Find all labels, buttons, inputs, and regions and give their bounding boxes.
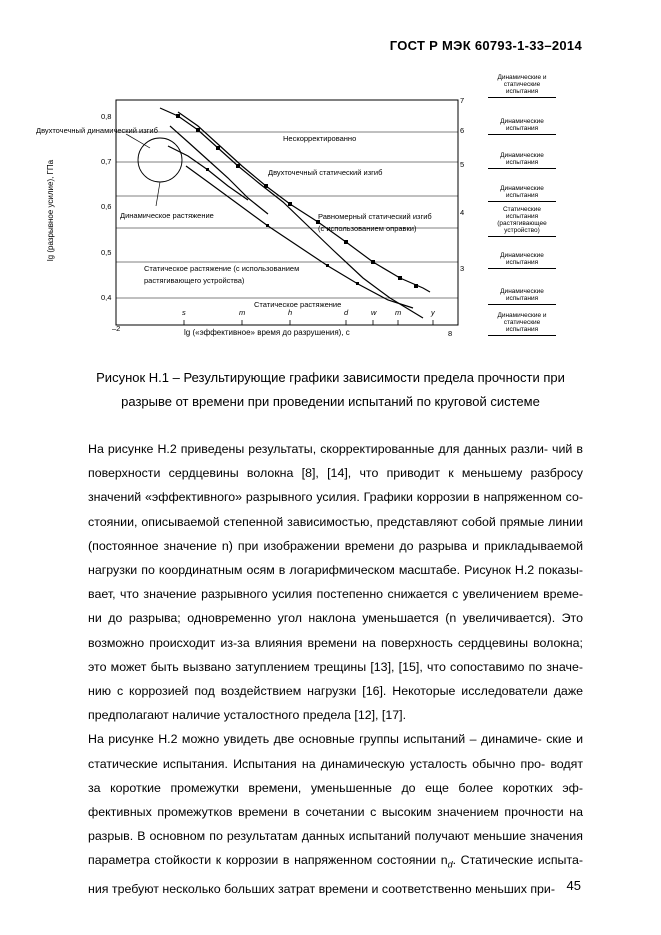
legend-item: Динамические испытания <box>488 152 556 170</box>
y-axis-label: lg (разрывное усилие), ГПа <box>46 159 56 262</box>
y-tick-left: 0,5 <box>101 248 112 257</box>
legend-item: Статические испытания (растягивающее устройство) <box>488 206 556 238</box>
legend-item: Динамические испытания <box>488 288 556 306</box>
body-text <box>88 437 583 901</box>
y-tick-left: 0,8 <box>101 112 112 121</box>
annotation-uniform-static-bend: Равномерный статический изгиб <box>318 212 432 221</box>
y-tick-left: 0,4 <box>101 293 112 302</box>
annotation-static-tension-device-note: растягивающего устройства) <box>144 276 245 285</box>
legend-item: Динамические испытания <box>488 185 556 203</box>
time-mark: w <box>371 308 377 317</box>
time-mark: m <box>239 308 246 317</box>
time-mark: d <box>344 308 349 317</box>
paragraph: На рисунке Н.2 приведены результаты, скорректированные для данных разли- чий в поверхности сердцевины волокна [8], [14], что приводит к меньшему разбросу значений «эффективного» разрывного усилия. Графики коррозии в напряженном со- стоянии, описываемой степенной зависимостью, представляют собой прямые линии (постоянное значение n) при изображении времени до разрыва и прикладываемой нагрузки по координатным осям в логарифмическом масштабе. Рисунок Н.2 показы- вает, что значение разрывного усилия постепенно снижается с увеличением време- ни до разрыва; одновременно угол наклона уменьшается (n увеличивается). Это возможно происходит из-за влияния времени на поверхность сердцевины волокна; это может быть вызвано затуплением трещины [13], [15], что сопоставимо по значе- нию с коррозией под воздействием нагрузки [16]. Некоторые исследователи даже предполагают наличие усталостного предела [12], [17]. <box>88 442 583 723</box>
y-tick-right: 4 <box>460 208 465 217</box>
figure-caption <box>40 366 621 414</box>
legend-item: Динамические и статические испытания <box>488 312 556 337</box>
annotation-static-tension-device: Статическое растяжение (с использованием <box>144 264 300 273</box>
caption-line: разрыве от времени при проведении испытаний по круговой системе <box>121 394 540 409</box>
figure-h1 <box>28 86 528 356</box>
x-tick-end: 8 <box>448 329 453 338</box>
y-tick-right: 5 <box>460 160 465 169</box>
y-tick-left: 0,6 <box>101 202 112 211</box>
y-tick-right: 3 <box>460 264 465 273</box>
paragraph: На рисунке Н.2 можно увидеть две основные группы испытаний – динамиче- ские и статические испытания. Испытания на динамическую усталость обычно про- водят за короткие промежутки времени, уменьшенные до еще более коротких эф- фективных промежутков времени в сочетании с высоким значением прочности на разрыв. В основном по результатам данных испытаний получают меньшие значения параметра стойкости к коррозии в напряженном состоянии $n_d$. Статические испыта- ния требуют несколько больших затрат времени и соответственно меньших при- <box>88 732 583 897</box>
annotation-uniform-static-bend-note: (с использованием оправки) <box>318 224 417 233</box>
annotation-static-tension: Статическое растяжение <box>254 300 342 309</box>
annotation-dynamic-tension: Динамическое растяжение <box>120 211 214 220</box>
legend-item: Динамические испытания <box>488 252 556 270</box>
legend-item: Динамические испытания <box>488 118 556 136</box>
time-mark: s <box>182 308 186 317</box>
caption-line: Рисунок Н.1 – Результирующие графики зависимости предела прочности при <box>96 370 565 385</box>
annotation-two-point-dynamic-bend: Двухточечный динамический изгиб <box>36 126 158 135</box>
time-mark: y <box>431 308 435 317</box>
time-mark: h <box>288 308 293 317</box>
x-axis-label: lg («эффективное» время до разрушения), с <box>184 328 350 337</box>
time-mark: m <box>395 308 402 317</box>
y-tick-right: 7 <box>460 96 465 105</box>
x-tick-start: –2 <box>112 324 121 333</box>
document-standard-header: ГОСТ Р МЭК 60793-1-33–2014 <box>389 38 582 53</box>
legend-item: Динамические и статические испытания <box>488 74 556 99</box>
annotation-two-point-static-bend: Двухточечный статический изгиб <box>268 168 383 177</box>
y-tick-right: 6 <box>460 126 465 135</box>
y-tick-left: 0,7 <box>101 157 112 166</box>
page-number: 45 <box>566 878 581 893</box>
annotation-uncorrected: Нескорректированно <box>283 134 357 143</box>
